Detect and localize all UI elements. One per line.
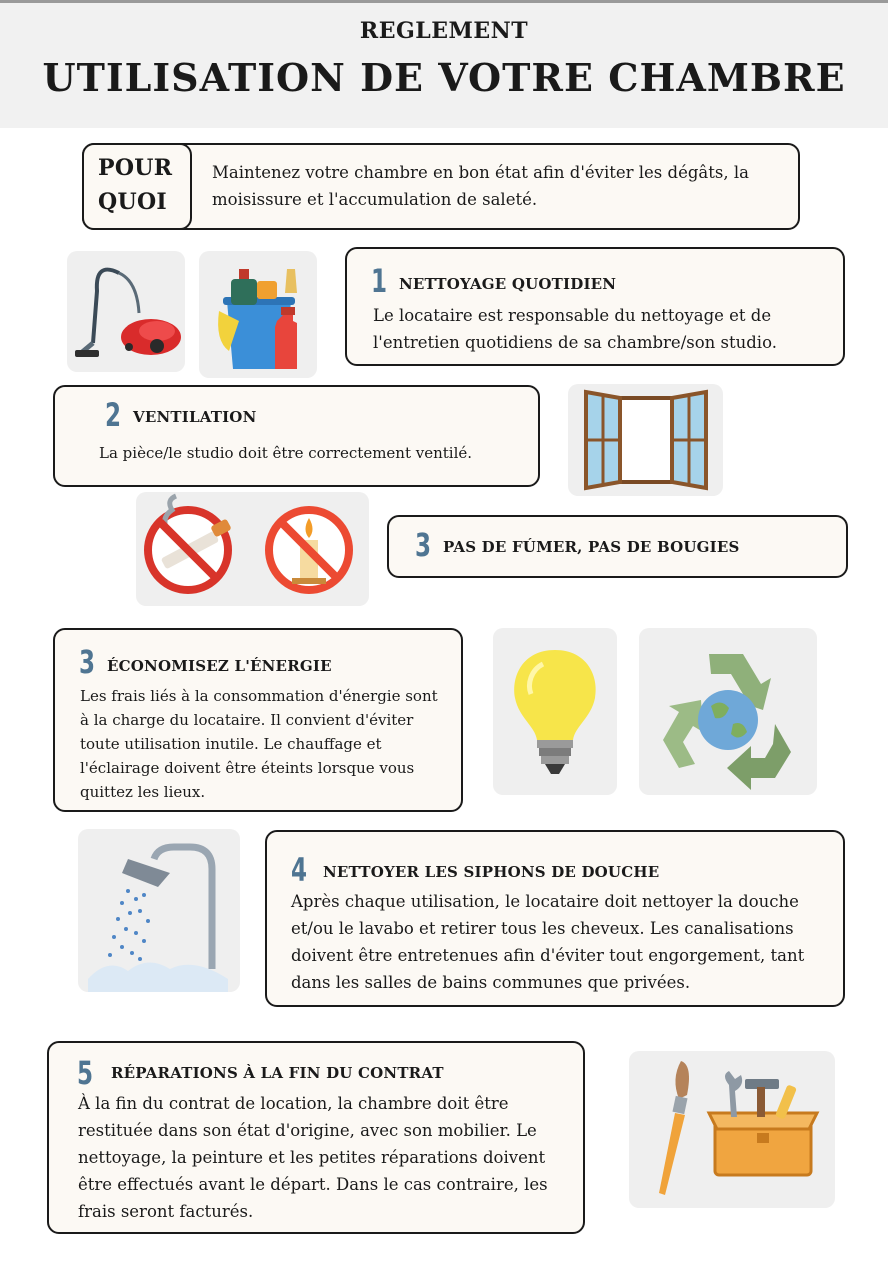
rule-5-box <box>47 1041 585 1234</box>
why-label-line-1: POUR <box>98 155 173 181</box>
rule-4-title: NETTOYER LES SIPHONS DE DOUCHE <box>323 863 660 881</box>
page-title: UTILISATION DE VOTRE CHAMBRE <box>42 55 846 100</box>
rule-energy-line-2: à la charge du locataire. Il convient d'éviter <box>80 711 414 729</box>
rule-4-box <box>265 830 845 1007</box>
no-candles-icon <box>269 510 349 590</box>
rule-5-title: RÉPARATIONS À LA FIN DU CONTRAT <box>111 1064 444 1082</box>
rule-4-line-4: dans les salles de bains communes que privées. <box>291 973 691 992</box>
rule-3-title: PAS DE FÚMER, PAS DE BOUGIES <box>443 538 740 556</box>
repair-tools-tile <box>629 1051 835 1208</box>
rule-1-line-1: Le locataire est responsable du nettoyage et de <box>373 306 772 325</box>
rule-5-line-3: nettoyage, la peinture et les petites réparations doivent <box>78 1148 546 1167</box>
rule-energy-title: ÉCONOMISEZ L'ÉNERGIE <box>107 657 332 675</box>
vacuum-cleaner-icon <box>67 251 185 372</box>
rule-5-line-1: À la fin du contrat de location, la chambre doit être <box>78 1094 509 1113</box>
recycle-earth-icon <box>639 628 817 795</box>
light-bulb-icon <box>493 628 617 795</box>
no-smoking-candles-tile <box>136 492 369 606</box>
rule-1-title: NETTOYAGE QUOTIDIEN <box>399 275 617 293</box>
rule-5-number: 5 <box>77 1054 94 1092</box>
rule-energy-line-5: quittez les lieux. <box>80 783 206 801</box>
rule-2-number: 2 <box>105 396 122 434</box>
paintbrush-icon <box>659 1061 689 1195</box>
page-header <box>0 3 888 128</box>
rule-5-line-2: restituée dans son état d'origine, avec son mobilier. Le <box>78 1121 537 1140</box>
no-smoking-icon <box>148 496 232 590</box>
rule-2-title: VENTILATION <box>133 408 257 426</box>
rule-1-box <box>345 247 845 366</box>
rule-energy-line-3: toute utilisation inutile. Le chauffage et <box>80 735 382 753</box>
why-text-line-2: moisissure et l'accumulation de saleté. <box>212 190 538 209</box>
rule-3-number: 3 <box>415 526 432 564</box>
rule-energy-box <box>53 628 463 812</box>
rule-5-line-5: frais seront facturés. <box>78 1202 254 1221</box>
rule-4-line-2: et/ou le lavabo et retirer tous les cheveux. Les canalisations <box>291 919 794 938</box>
why-label-line-2: QUOI <box>98 189 168 215</box>
rule-energy-number: 3 <box>79 643 96 681</box>
open-window-icon <box>568 384 723 496</box>
rule-2-box <box>53 385 540 487</box>
rule-4-number: 4 <box>291 851 308 889</box>
rule-4-line-1: Après chaque utilisation, le locataire doit nettoyer la douche <box>291 892 799 911</box>
rule-2-line-1: La pièce/le studio doit être correctement ventilé. <box>99 444 473 462</box>
page-kicker: REGLEMENT <box>359 18 529 44</box>
rule-1-number: 1 <box>371 262 388 300</box>
rule-4-line-3: doivent être entretenues afin d'éviter tout engorgement, tant <box>291 946 805 965</box>
shower-icon <box>78 829 240 992</box>
rule-5-line-4: être effectués avant le départ. Dans le cas contraire, les <box>78 1175 548 1194</box>
rule-energy-line-4: l'éclairage doivent être éteints lorsque vous <box>80 759 415 777</box>
rule-1-line-2: l'entretien quotidiens de sa chambre/son studio. <box>373 333 777 352</box>
why-text-line-1: Maintenez votre chambre en bon état afin d'éviter les dégâts, la <box>212 163 749 182</box>
why-label <box>82 143 192 230</box>
rule-energy-line-1: Les frais liés à la consommation d'énergie sont <box>80 687 438 705</box>
cleaning-supplies-icon <box>199 251 317 378</box>
rule-3-box <box>387 515 848 578</box>
toolbox-icon <box>709 1071 817 1175</box>
